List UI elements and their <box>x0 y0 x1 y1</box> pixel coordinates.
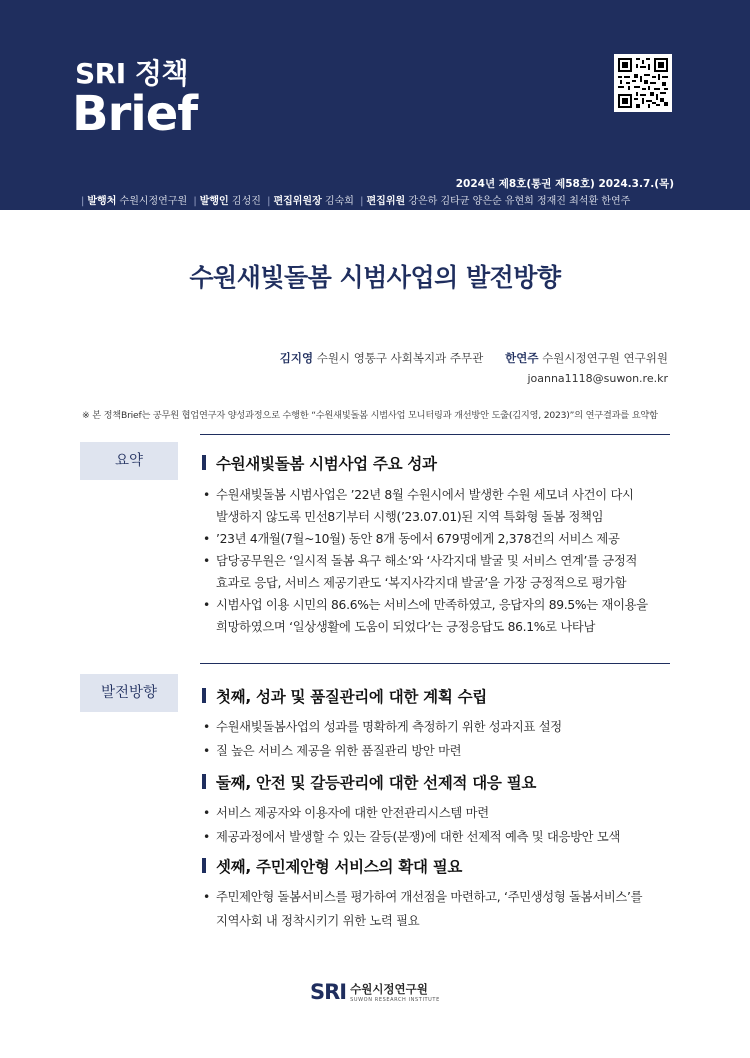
direction-group-2 <box>202 771 672 849</box>
direction-heading-1: 첫째, 성과 및 품질관리에 대한 계획 수립 <box>202 685 672 707</box>
author-1-name: 김지영 <box>279 351 314 365</box>
editors: 강은하 김타균 양은순 유현희 정재진 최석환 한연주 <box>408 196 631 207</box>
logo-name: 수원시정연구원 <box>350 982 428 996</box>
divider <box>200 434 670 435</box>
list-item: • 시범사업 이용 시민의 86.6%는 서비스에 만족하였고, 응답자의 89.5%는 재이용을 희망하였으며 ‘일상생활에 도움이 되었다’는 긍정응답도 86.1%로 나타남 <box>202 594 672 638</box>
publisher-label: 발행처 <box>87 196 117 207</box>
list-item: • ’23년 4개월(7월~10월) 동안 8개 동에서 679명에게 2,378건의 서비스 제공 <box>202 528 672 550</box>
list-item: • 제공과정에서 발생할 수 있는 갈등(분쟁)에 대한 선제적 예측 및 대응방안 모색 <box>202 825 672 849</box>
list-item: • 서비스 제공자와 이용자에 대한 안전관리시스템 마련 <box>202 801 672 825</box>
direction-label: 발전방향 <box>80 674 178 712</box>
direction-group-3 <box>202 855 672 933</box>
masthead: | 발행처 수원시정연구원 | 발행인 김성진 | 편집위원장 김숙희 | 편집위원 강은하 김타균 양은순 유현희 정재진 최석환 한연주 <box>81 196 631 207</box>
issuer: 김성진 <box>231 196 261 207</box>
issue-info: 2024년 제8호(통권 제58호) 2024.3.7.(목) <box>455 178 674 190</box>
author-1-affiliation: 수원시 영통구 사회복지과 주무관 <box>316 351 484 365</box>
author-email[interactable]: joanna1118@suwon.re.kr <box>527 372 668 385</box>
summary-label: 요약 <box>80 442 178 480</box>
list-item: • 담당공무원은 ‘일시적 돌봄 욕구 해소’와 ‘사각지대 발굴 및 서비스 연계’를 긍정적 효과로 응답, 서비스 제공기관도 ‘복지사각지대 발굴’을 가장 긍정적으로 평가함 <box>202 550 672 594</box>
direction-group-1 <box>202 685 672 763</box>
source-note: ※ 본 정책Brief는 공무원 협업연구자 양성과정으로 수행한 “수원새빛돌봄 시범사업 모니터링과 개선방안 도출(김지영, 2023)”의 연구결과를 요약함 <box>82 410 658 421</box>
summary-section <box>202 452 672 638</box>
direction-list-3 <box>202 885 672 933</box>
list-item: • 질 높은 서비스 제공을 위한 품질관리 방안 마련 <box>202 739 672 763</box>
qr-code-icon[interactable] <box>614 54 672 112</box>
summary-heading: 수원새빛돌봄 시범사업 주요 성과 <box>202 452 672 474</box>
direction-heading-2: 둘째, 안전 및 갈등관리에 대한 선제적 대응 필요 <box>202 771 672 793</box>
institute-logo <box>310 980 440 1004</box>
brand-subtitle: SRI 정책 <box>75 57 188 90</box>
publisher: 수원시정연구원 <box>119 196 188 207</box>
logo-mark: SRI <box>310 980 347 1004</box>
document-title: 수원새빛돌봄 시범사업의 발전방향 <box>189 263 561 292</box>
list-item: • 주민제안형 돌봄서비스를 평가하여 개선점을 마련하고, ‘주민생성형 돌봄서비스’를 지역사회 내 정착시키기 위한 노력 필요 <box>202 885 672 933</box>
divider <box>200 663 670 664</box>
direction-heading-3: 셋째, 주민제안형 서비스의 확대 필요 <box>202 855 672 877</box>
list-item: • 수원새빛돌봄사업의 성과를 명확하게 측정하기 위한 성과지표 설정 <box>202 715 672 739</box>
brand-title: Brief <box>72 86 198 142</box>
author-2-affiliation: 수원시정연구원 연구위원 <box>542 351 668 365</box>
author-2-name: 한연주 <box>505 351 539 365</box>
logo-english: SUWON RESEARCH INSTITUTE <box>350 997 440 1003</box>
chief-editor-label: 편집위원장 <box>273 196 322 207</box>
issuer-label: 발행인 <box>199 196 229 207</box>
list-item: • 수원새빛돌봄 시범사업은 ’22년 8월 수원시에서 발생한 수원 세모녀 사건이 다시 발생하지 않도록 민선8기부터 시행(’23.07.01)된 지역 특화형 돌봄 정책임 <box>202 484 672 528</box>
direction-list-2 <box>202 801 672 849</box>
author-line <box>280 350 668 366</box>
header-banner <box>0 0 750 210</box>
summary-list <box>202 484 672 638</box>
editors-label: 편집위원 <box>366 196 406 207</box>
direction-list-1 <box>202 715 672 763</box>
chief-editor: 김숙희 <box>324 196 354 207</box>
